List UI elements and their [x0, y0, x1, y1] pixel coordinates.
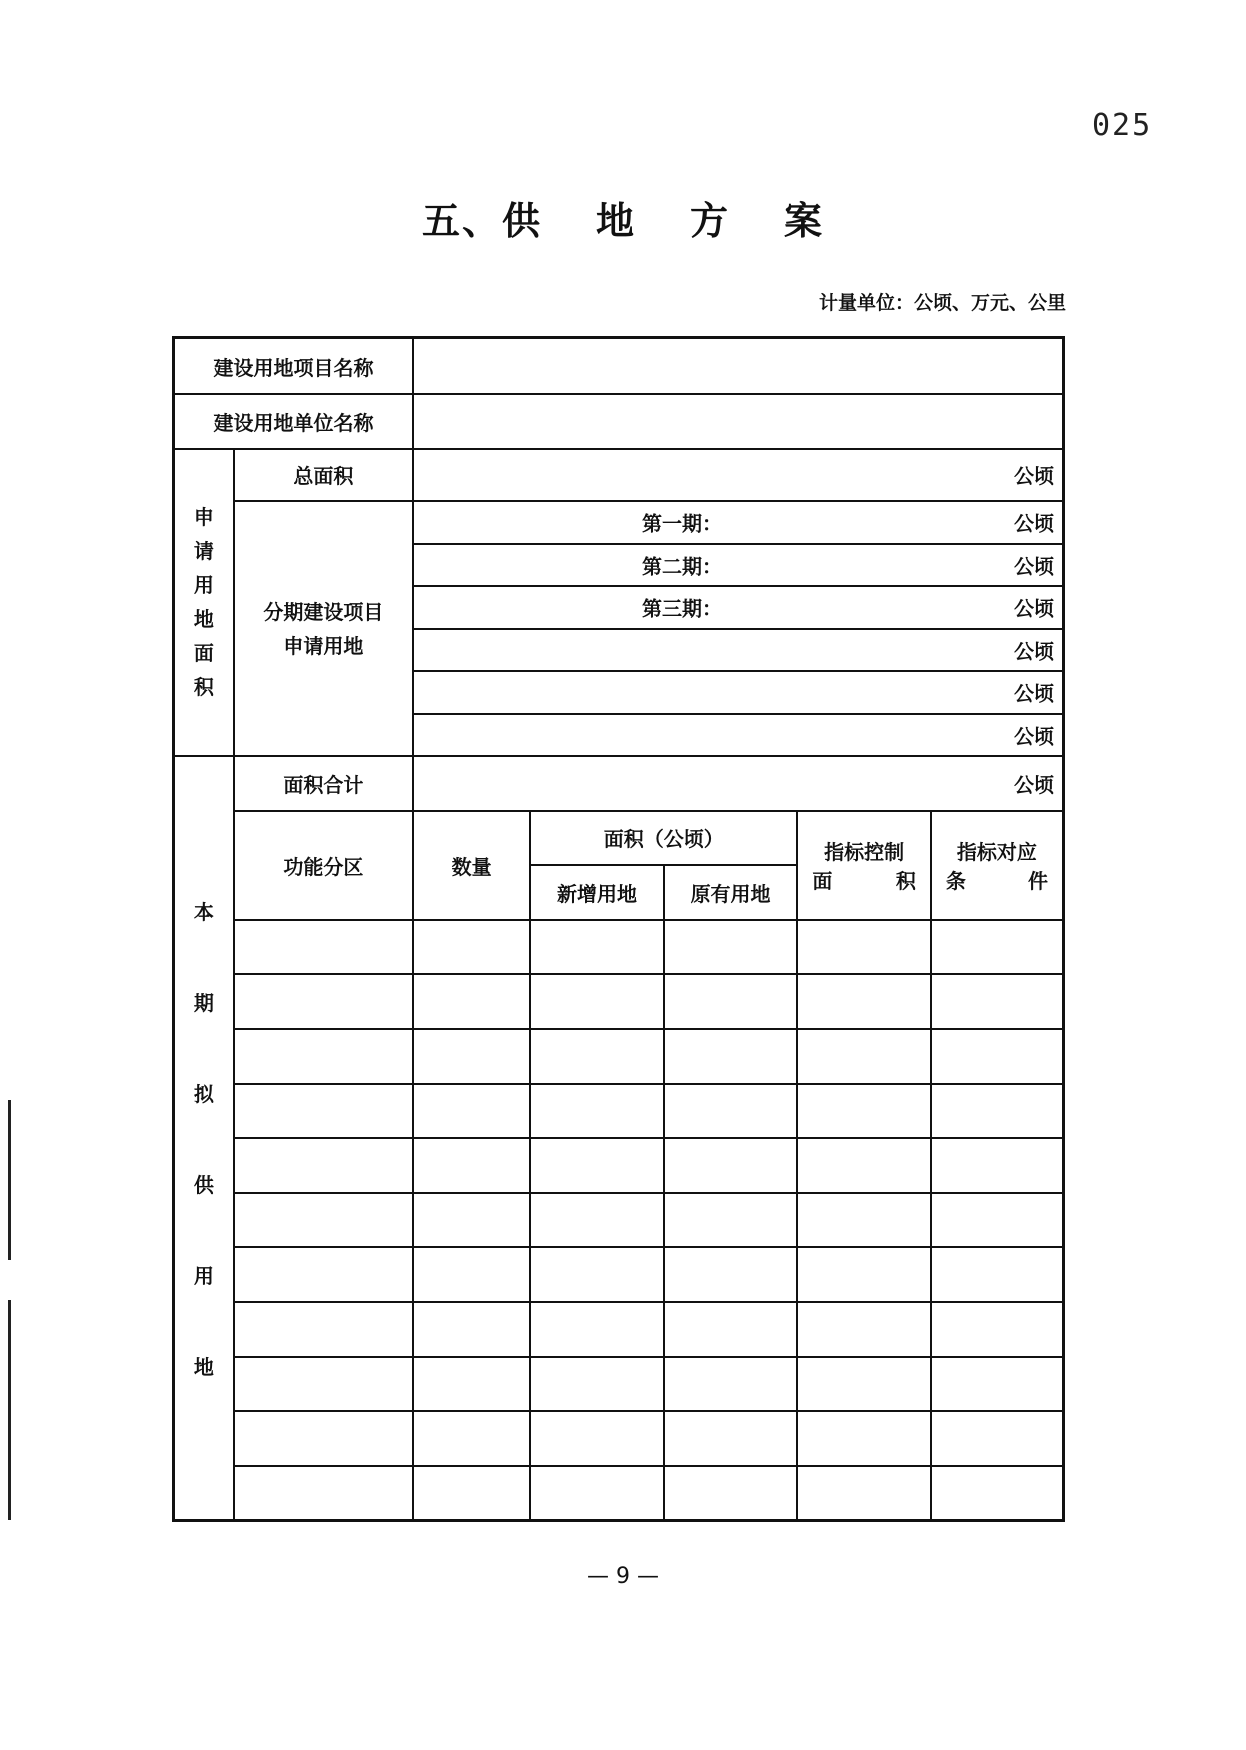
unit-name-field[interactable] [413, 394, 1063, 449]
table-cell[interactable] [234, 1411, 413, 1466]
table-row [174, 1247, 1064, 1302]
table-cell[interactable] [234, 1357, 413, 1412]
table-cell[interactable] [234, 920, 413, 975]
table-cell[interactable] [664, 1193, 798, 1248]
table-cell[interactable] [797, 1029, 931, 1084]
table-cell[interactable] [530, 1302, 664, 1357]
table-cell[interactable] [413, 1138, 530, 1193]
table-cell[interactable] [797, 974, 931, 1029]
phase-row[interactable]: 公顷 [413, 629, 1063, 671]
table-cell[interactable] [530, 1138, 664, 1193]
table-cell[interactable] [234, 1084, 413, 1139]
table-cell[interactable] [797, 1357, 931, 1412]
table-cell[interactable] [530, 1029, 664, 1084]
table-row [174, 920, 1064, 975]
current-supply-side-label: 本 期 拟 供 用 地 [174, 756, 234, 1521]
table-cell[interactable] [234, 1193, 413, 1248]
land-supply-form [172, 336, 1065, 1522]
area-sum-field[interactable]: 公顷 [413, 756, 1063, 811]
phase-row[interactable]: 第二期： 公顷 [413, 544, 1063, 586]
table-cell[interactable] [413, 1247, 530, 1302]
table-cell[interactable] [931, 1466, 1064, 1521]
table-cell[interactable] [413, 974, 530, 1029]
table-cell[interactable] [530, 1193, 664, 1248]
index-condition-header: 指标对应 条 件 [931, 811, 1064, 920]
table-cell[interactable] [413, 1193, 530, 1248]
table-cell[interactable] [234, 1466, 413, 1521]
table-cell[interactable] [664, 1247, 798, 1302]
table-cell[interactable] [413, 1411, 530, 1466]
title-char: 方 [690, 199, 731, 243]
table-row [174, 974, 1064, 1029]
unit-name-label: 建设用地单位名称 [174, 394, 414, 449]
table-cell[interactable] [664, 1084, 798, 1139]
table-cell[interactable] [931, 1357, 1064, 1412]
table-cell[interactable] [797, 1138, 931, 1193]
table-cell[interactable] [234, 974, 413, 1029]
table-cell[interactable] [797, 920, 931, 975]
table-cell[interactable] [664, 920, 798, 975]
index-control-header: 指标控制 面 积 [797, 811, 931, 920]
table-cell[interactable] [234, 1302, 413, 1357]
page-title [0, 190, 1246, 245]
phase-row[interactable]: 公顷 [413, 714, 1063, 756]
table-cell[interactable] [530, 974, 664, 1029]
table-cell[interactable] [413, 1466, 530, 1521]
phase-row[interactable]: 第一期： 公顷 [413, 501, 1063, 543]
table-row [174, 1193, 1064, 1248]
title-char: 地 [595, 199, 636, 243]
area-sum-label: 面积合计 [234, 756, 413, 811]
table-cell[interactable] [664, 1466, 798, 1521]
table-cell[interactable] [931, 974, 1064, 1029]
table-cell[interactable] [931, 1138, 1064, 1193]
scan-edge-mark [8, 1100, 11, 1260]
table-cell[interactable] [797, 1193, 931, 1248]
page-number: — 9 — [587, 1564, 659, 1589]
table-cell[interactable] [413, 1084, 530, 1139]
table-cell[interactable] [530, 920, 664, 975]
scan-edge-mark [8, 1300, 11, 1520]
phase-row[interactable]: 第三期： 公顷 [413, 586, 1063, 628]
unit-note: 计量单位：公顷、万元、公里 [818, 292, 1066, 314]
table-cell[interactable] [413, 1357, 530, 1412]
table-row [174, 1029, 1064, 1084]
table-row [174, 1357, 1064, 1412]
total-area-label: 总面积 [234, 449, 413, 502]
table-cell[interactable] [931, 1411, 1064, 1466]
existing-land-header: 原有用地 [664, 865, 798, 920]
area-header: 面积（公顷） [530, 811, 797, 866]
new-land-header: 新增用地 [530, 865, 664, 920]
table-row [174, 1138, 1064, 1193]
table-cell[interactable] [413, 1029, 530, 1084]
table-cell[interactable] [664, 1138, 798, 1193]
table-cell[interactable] [797, 1302, 931, 1357]
apply-area-side-label: 申 请 用 地 面 积 [174, 449, 234, 756]
project-name-label: 建设用地项目名称 [174, 338, 414, 395]
table-cell[interactable] [931, 920, 1064, 975]
table-row [174, 1302, 1064, 1357]
table-cell[interactable] [931, 1084, 1064, 1139]
table-cell[interactable] [413, 1302, 530, 1357]
table-cell[interactable] [797, 1411, 931, 1466]
title-prefix: 五、供 [421, 199, 542, 243]
title-char: 案 [784, 199, 825, 243]
table-cell[interactable] [931, 1302, 1064, 1357]
table-cell[interactable] [664, 1411, 798, 1466]
total-area-field[interactable]: 公顷 [413, 449, 1063, 502]
table-cell[interactable] [234, 1029, 413, 1084]
table-cell[interactable] [664, 1029, 798, 1084]
table-cell[interactable] [931, 1029, 1064, 1084]
table-cell[interactable] [931, 1247, 1064, 1302]
phase-row[interactable]: 公顷 [413, 671, 1063, 713]
table-row [174, 1084, 1064, 1139]
table-cell[interactable] [234, 1247, 413, 1302]
table-cell[interactable] [664, 974, 798, 1029]
table-cell[interactable] [413, 920, 530, 975]
table-cell[interactable] [664, 1357, 798, 1412]
table-cell[interactable] [664, 1302, 798, 1357]
table-cell[interactable] [530, 1247, 664, 1302]
count-header: 数量 [413, 811, 530, 920]
table-cell[interactable] [797, 1247, 931, 1302]
table-cell[interactable] [530, 1084, 664, 1139]
table-cell[interactable] [530, 1411, 664, 1466]
table-cell[interactable] [931, 1193, 1064, 1248]
project-name-field[interactable] [413, 338, 1063, 395]
table-cell[interactable] [797, 1084, 931, 1139]
table-row [174, 1466, 1064, 1521]
table-row [174, 1411, 1064, 1466]
table-cell[interactable] [797, 1466, 931, 1521]
table-cell[interactable] [530, 1357, 664, 1412]
table-cell[interactable] [234, 1138, 413, 1193]
phased-label: 分期建设项目 申请用地 [234, 501, 413, 756]
zone-header: 功能分区 [234, 811, 413, 920]
table-cell[interactable] [530, 1466, 664, 1521]
page-stamp: 025 [1092, 108, 1153, 143]
